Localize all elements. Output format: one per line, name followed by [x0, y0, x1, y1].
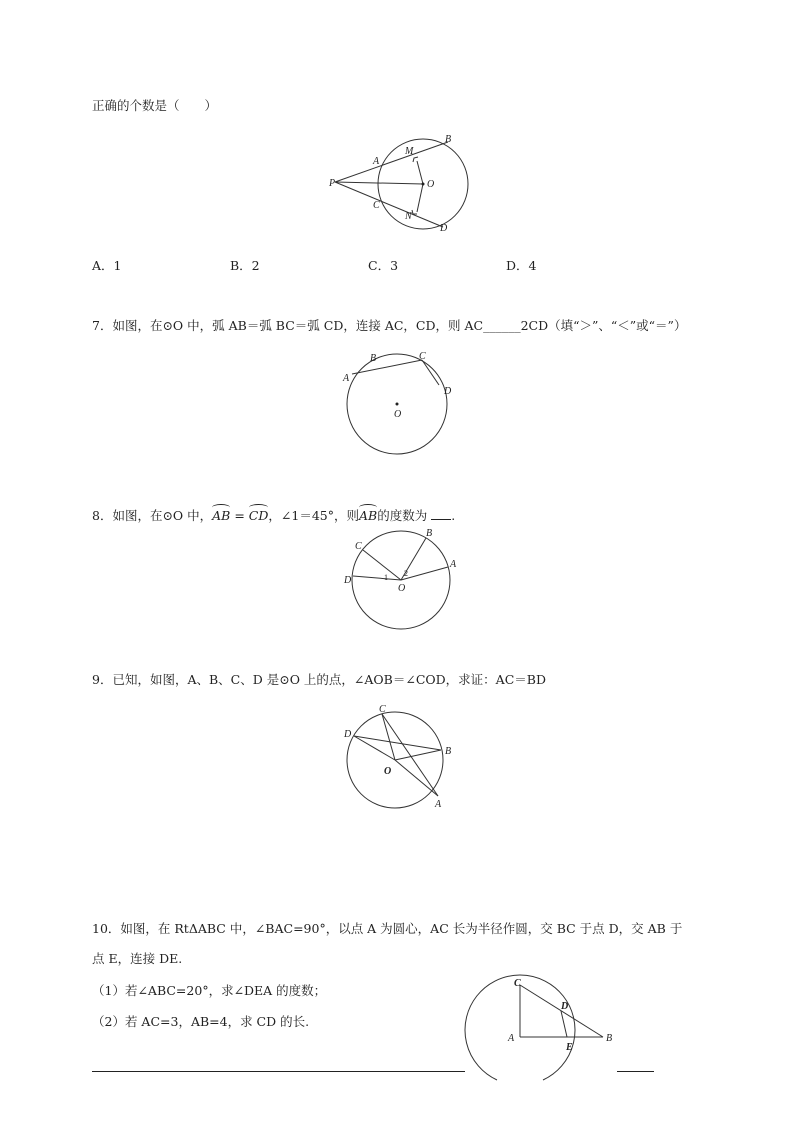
q8-mid: ，∠1＝45°，则 [268, 508, 359, 523]
q8-suffix: 的度数为 [377, 508, 428, 523]
q6-label-c: C [373, 200, 380, 211]
q9-label-a: A [435, 799, 442, 810]
q7-label-d: D [444, 386, 452, 397]
q6-label-o: O [427, 179, 435, 190]
q8-radius-oc [363, 550, 401, 580]
q6-label-n: N [405, 211, 412, 222]
q9-figure [335, 700, 460, 812]
q8-prefix: 8．如图，在⊙O 中， [92, 508, 213, 523]
q10-part2: （2）若 AC=3，AB=4，求 CD 的长. [92, 1014, 310, 1029]
q6-label-p: P [329, 178, 336, 189]
q10-line1: 10．如图，在 RtΔABC 中，∠BAC=90°，以点 A 为圆心，AC 长为半径作圆，交 BC 于点 D，交 AB 于 [92, 921, 683, 936]
q7-label-a: A [343, 373, 350, 384]
q7-center-dot [396, 403, 399, 406]
q10-figure [465, 975, 625, 1080]
q9-label-b: B [445, 746, 452, 757]
q7-figure [335, 345, 455, 457]
q7-label-b: B [370, 353, 377, 364]
q6-option-b[interactable]: B．2 [230, 258, 260, 273]
q6-label-m: M [405, 146, 414, 157]
q10-part1: （1）若∠ABC=20°，求∠DEA 的度数； [92, 983, 327, 998]
q10-label-c: C [514, 978, 521, 989]
q6-line-on [417, 184, 423, 212]
q8-text [92, 506, 455, 524]
q7-label-o: O [394, 409, 402, 420]
q6-label-a: A [373, 156, 380, 167]
q10-segment-de [561, 1011, 567, 1037]
q8-label-b: B [426, 528, 433, 539]
q6-option-a[interactable]: A．1 [92, 258, 122, 273]
q9-text: 9．已知，如图，A、B、C、D 是⊙O 上的点，∠AOB＝∠COD，求证：AC＝BD [92, 672, 546, 687]
q6-prompt: 正确的个数是（ ） [92, 98, 218, 113]
q7-text: 7．如图，在⊙O 中，弧 AB＝弧 BC＝弧 CD，连接 AC，CD，则 AC______2CD（填“＞”、“＜”或“＝”） [92, 318, 687, 333]
q6-label-d: D [440, 223, 448, 234]
q6-line-pb [335, 142, 448, 182]
q9-label-d: D [344, 729, 352, 740]
q8-label-c: C [355, 541, 362, 552]
footer-rule-right [617, 1071, 654, 1072]
q7-chord-ac [352, 360, 422, 374]
q8-label-o: O [398, 583, 406, 594]
q8-eq: = [230, 508, 249, 523]
q8-label-angle1: 1 [384, 573, 388, 582]
q9-radius-ob [395, 750, 441, 760]
q9-chord-db [354, 736, 441, 750]
q10-line2: 点 E，连接 DE. [92, 951, 183, 966]
q8-arc-cd: CD [248, 508, 269, 523]
q9-label-c: C [379, 704, 386, 715]
q10-label-a: A [508, 1033, 515, 1044]
q8-arc-ab: AB [212, 508, 231, 523]
q10-label-b: B [606, 1033, 613, 1044]
q6-figure [320, 128, 480, 238]
q6-right-angle-n [412, 210, 417, 214]
q8-label-angle2: 2 [404, 569, 408, 578]
q6-line-po [335, 182, 423, 184]
q8-answer-blank[interactable] [431, 508, 451, 520]
q6-center-dot [422, 183, 425, 186]
q6-label-b: B [445, 134, 452, 145]
q6-option-c[interactable]: C．3 [368, 258, 399, 273]
q8-label-a: A [450, 559, 457, 570]
q8-figure [340, 525, 460, 635]
footer-rule-left [92, 1071, 465, 1072]
q8-label-d: D [344, 575, 352, 586]
q10-label-d: D [561, 1001, 569, 1012]
q6-line-om [417, 161, 423, 184]
q8-end: . [451, 508, 456, 523]
q10-label-e: E [566, 1042, 573, 1053]
q6-option-d[interactable]: D．4 [506, 258, 537, 273]
q9-label-o: O [384, 766, 392, 777]
q8-radius-od [353, 576, 401, 580]
q8-arc-ab-2: AB [358, 508, 378, 523]
q7-label-c: C [419, 351, 426, 362]
